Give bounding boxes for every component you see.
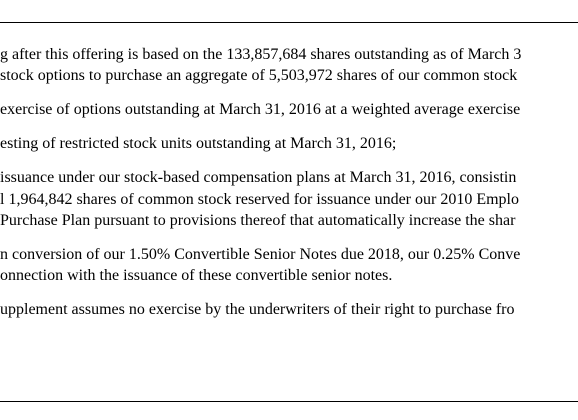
bottom-divider — [0, 401, 578, 402]
text-line: onnection with the issuance of these convertible senior notes. — [0, 267, 393, 284]
text-line: l 1,964,842 shares of common stock reserved for issuance under our 2010 Emplo — [0, 191, 519, 208]
text-line: upplement assumes no exercise by the underwriters of their right to purchase fro — [0, 301, 515, 318]
text-line: Purchase Plan pursuant to provisions thereof that automatically increase the shar — [0, 212, 516, 229]
text-line: issuance under our stock-based compensation plans at March 31, 2016, consistin — [0, 169, 517, 186]
text-line: exercise of options outstanding at March 31, 2016 at a weighted average exercise — [0, 101, 521, 118]
text-line: esting of restricted stock units outstanding at March 31, 2016; — [0, 135, 397, 152]
text-line: g after this offering is based on the 133,857,684 shares outstanding as of March 3 — [0, 46, 522, 63]
text-line: stock options to purchase an aggregate of 5,503,972 shares of our common stock — [0, 67, 518, 84]
top-divider — [0, 22, 578, 23]
text-line: n conversion of our 1.50% Convertible Senior Notes due 2018, our 0.25% Conve — [0, 246, 521, 263]
